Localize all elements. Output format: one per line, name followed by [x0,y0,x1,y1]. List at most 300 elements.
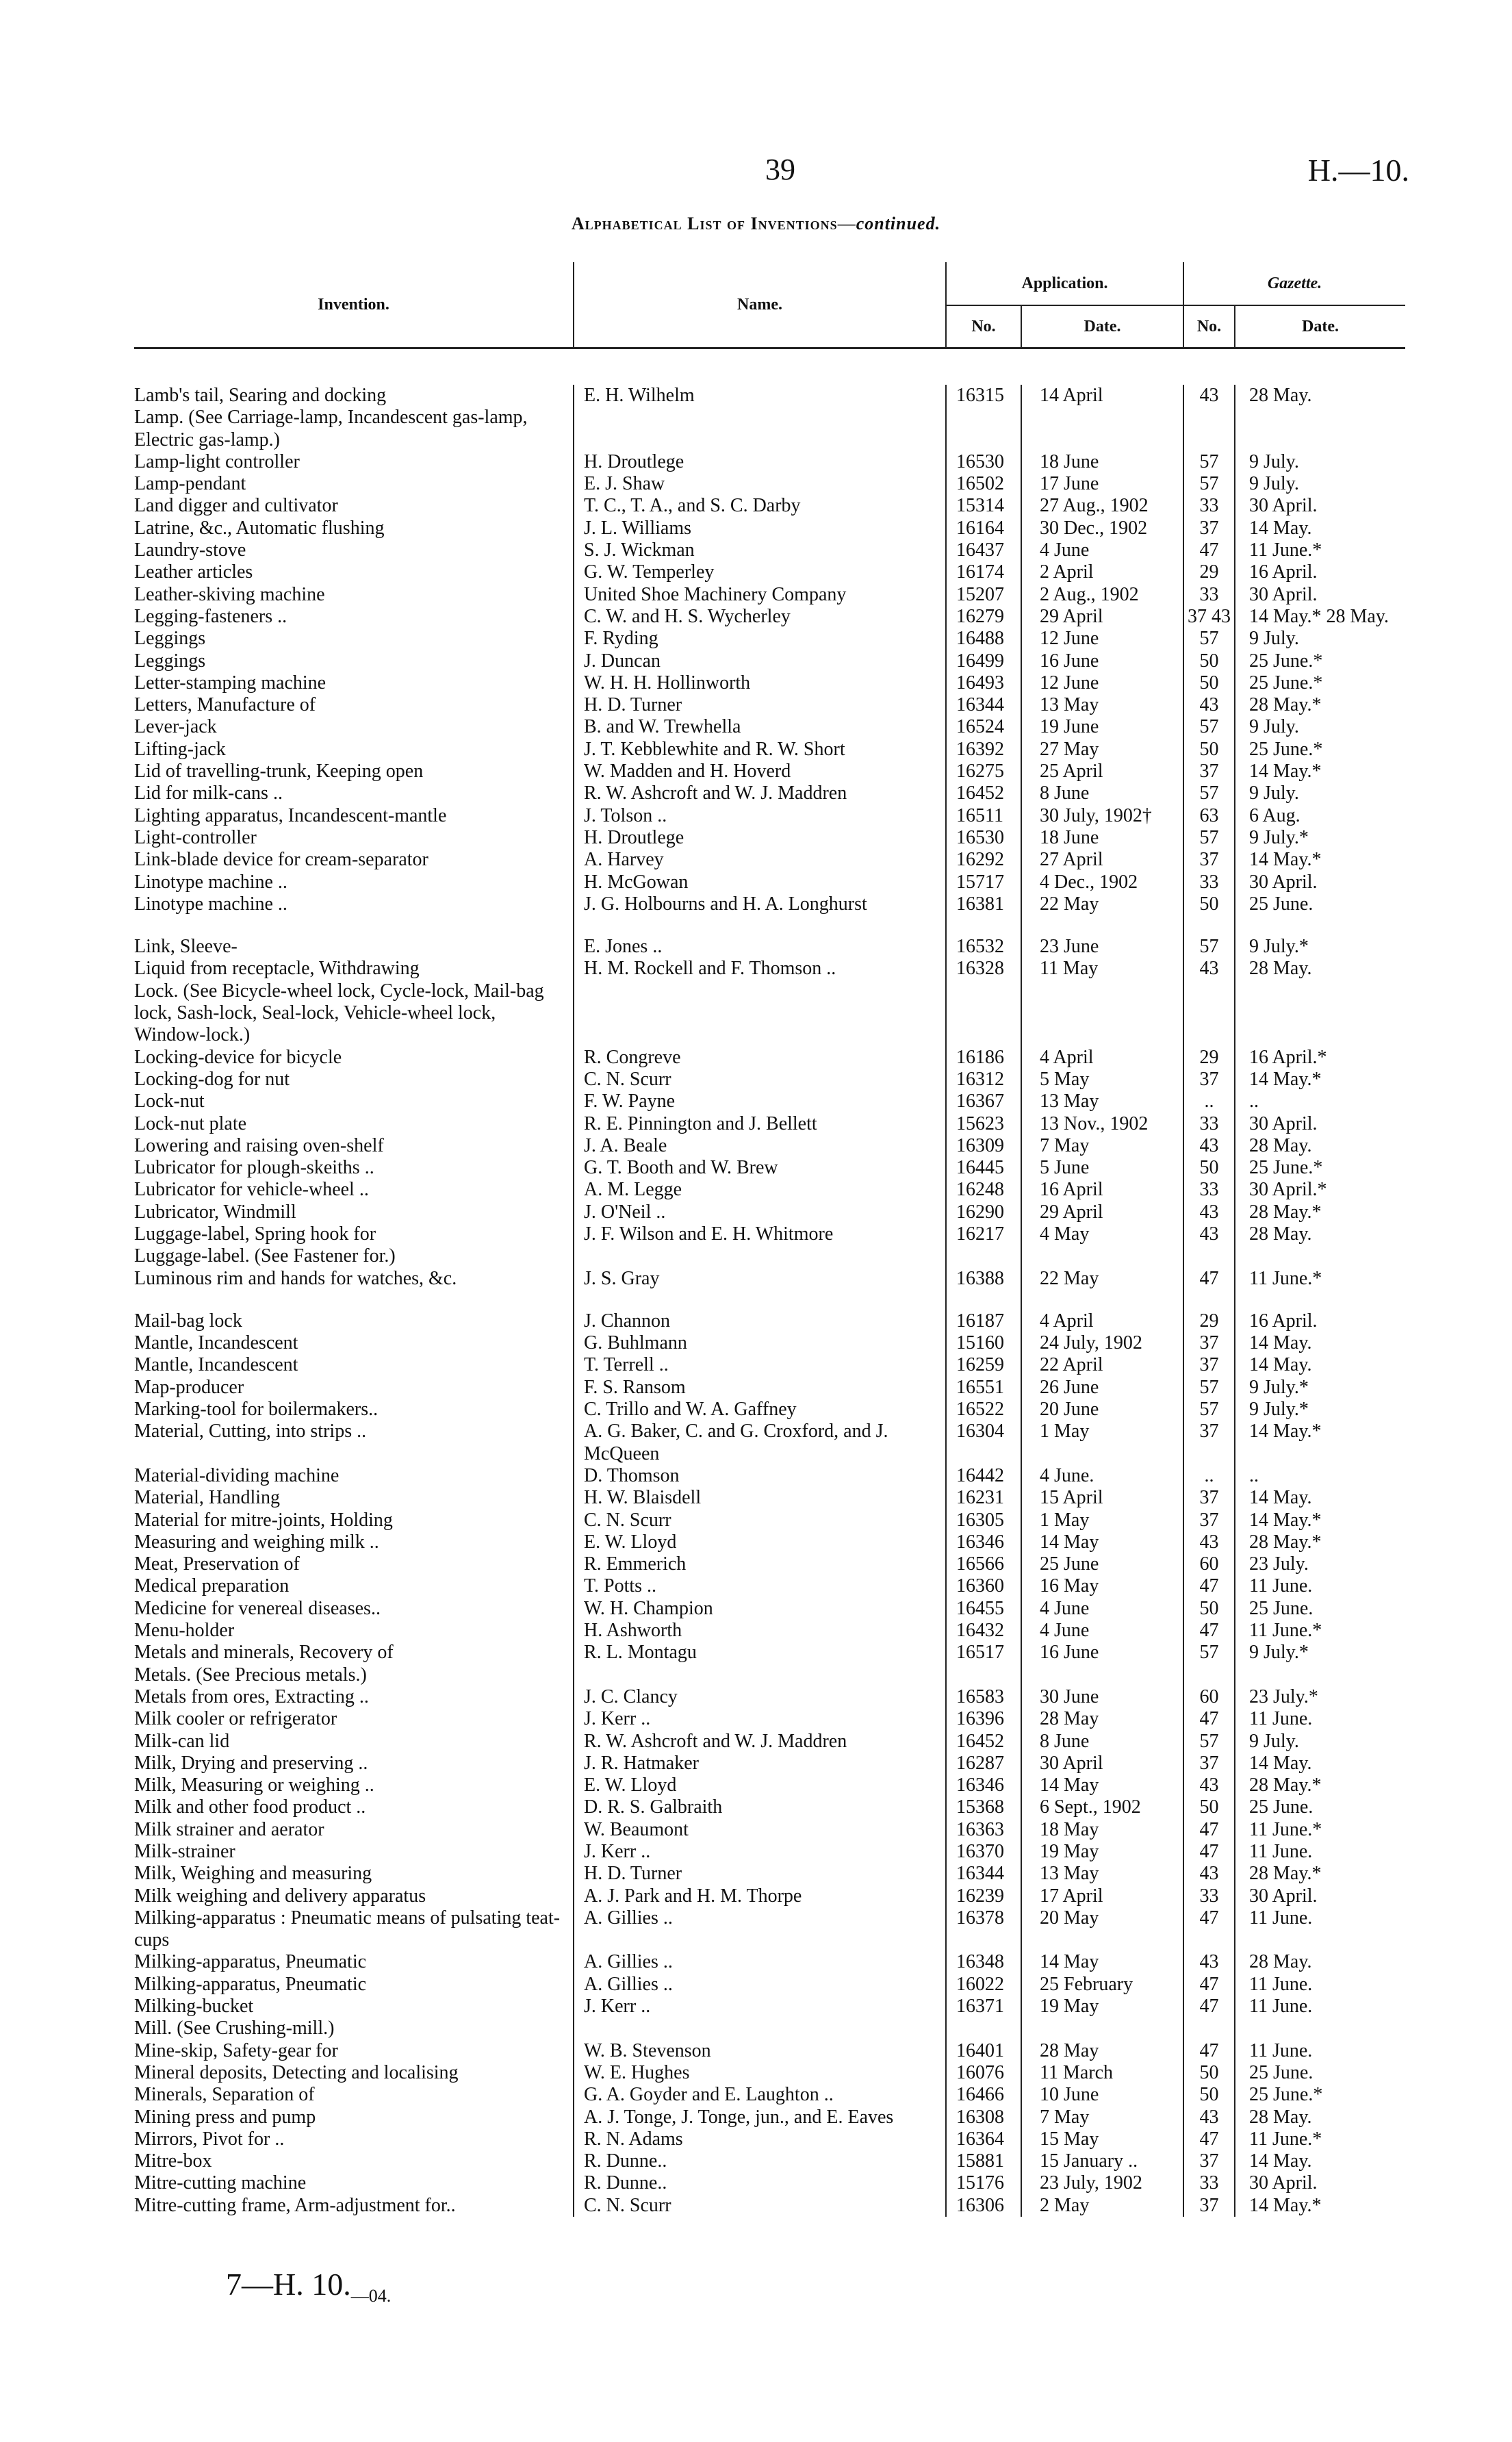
cell-no: 16452 [946,783,1021,804]
table-row [134,872,1405,893]
cell-date: 13 May [1021,1863,1183,1885]
cell-date [1021,980,1183,1047]
page-number: 39 [765,153,795,186]
cell-date: 12 June [1021,628,1183,650]
cell-name: J. F. Wilson and E. H. Whitmore [574,1223,946,1245]
cell-no: 16388 [946,1268,1021,1290]
cell-no: 16502 [946,473,1021,495]
cell-name: F. W. Payne [574,1091,946,1112]
cell-name: J. Tolson .. [574,805,946,827]
cell-inv: Milk and other food product .. [134,1796,366,1818]
cell-name [574,2018,946,2039]
cell-gdate: 28 May. [1235,1135,1405,1157]
cell-inv: Letters, Manufacture of [134,694,316,716]
cell-gno: 50 [1183,1598,1235,1620]
cell-date: 19 June [1021,716,1183,738]
cell-name: C. Trillo and W. A. Gaffney [574,1399,946,1421]
table-row [134,1047,1405,1069]
cell-gdate: 23 July.* [1235,1686,1405,1708]
cell-name: A. Gillies .. [574,1974,946,1996]
cell-inv: Medicine for venereal diseases.. [134,1597,381,1619]
cell-date: 4 April [1021,1310,1183,1332]
cell-gno: 50 [1183,1157,1235,1179]
table-row [134,1399,1405,1421]
cell-name: E. J. Shaw [574,473,946,495]
cell-date: 13 Nov., 1902 [1021,1113,1183,1135]
cell-no: 16466 [946,2084,1021,2106]
cell-gno: .. [1183,1091,1235,1112]
cell-date: 27 Aug., 1902 [1021,495,1183,517]
cell-gno: 33 [1183,872,1235,893]
cell-inv: Milk weighing and delivery apparatus [134,1885,426,1907]
cell-inv: Milk strainer and aerator [134,1818,324,1840]
table-row [134,1201,1405,1223]
cell-inv: Milk, Measuring or weighing .. [134,1775,374,1796]
cell-inv: Milk cooler or refrigerator [134,1708,337,1730]
cell-no: 16363 [946,1819,1021,1841]
cell-no: 16583 [946,1686,1021,1708]
cell-no: 15368 [946,1796,1021,1818]
cell-no: 16522 [946,1399,1021,1421]
table-row [134,1753,1405,1775]
table-row [134,518,1405,539]
cell-no: 16076 [946,2062,1021,2084]
table-row [134,1575,1405,1597]
cell-date [1021,2018,1183,2039]
cell-name: G. W. Temperley [574,561,946,583]
cell-date: 20 May [1021,1907,1183,1952]
cell-gdate: 30 April. [1235,495,1405,517]
cell-name: H. Droutlege [574,827,946,849]
cell-gdate: 9 July.* [1235,1399,1405,1421]
cell-gdate: 11 June. [1235,1996,1405,2018]
table-row [134,1708,1405,1730]
header-gazette-date: Date. [1235,305,1405,348]
cell-gdate: 28 May.* [1235,694,1405,716]
cell-inv: Land digger and cultivator [134,495,338,517]
cell-name: J. Kerr .. [574,1841,946,1863]
cell-gno: 50 [1183,2084,1235,2106]
cell-gdate: 14 May. [1235,1332,1405,1354]
cell-name: J. O'Neil .. [574,1201,946,1223]
cell-gdate: 9 July.* [1235,1642,1405,1664]
cell-date: 16 April [1021,1179,1183,1201]
table-row [134,1951,1405,1973]
cell-inv: Milking-apparatus, Pneumatic [134,1973,367,1995]
cell-inv: Lid for milk-cans .. [134,783,283,804]
cell-no: 16381 [946,893,1021,915]
table-row [134,1996,1405,2018]
cell-date: 27 April [1021,849,1183,871]
cell-no: 16442 [946,1465,1021,1487]
table-row [134,1113,1405,1135]
cell-no: 16217 [946,1223,1021,1245]
cell-gdate: 14 May.* [1235,2195,1405,2217]
cell-gno: 47 [1183,1268,1235,1290]
cell-date: 10 June [1021,2084,1183,2106]
table-row [134,1642,1405,1664]
cell-name: C. N. Scurr [574,1069,946,1091]
cell-gno: 50 [1183,2062,1235,2084]
cell-date: 30 Dec., 1902 [1021,518,1183,539]
cell-inv: Luggage-label. (See Fastener for.) [134,1245,396,1267]
table-row [134,2018,1405,2039]
cell-gdate: 25 June. [1235,1598,1405,1620]
cell-no: 16370 [946,1841,1021,1863]
cell-inv: Mitre-box [134,2150,212,2172]
cell-gno: 57 [1183,473,1235,495]
cell-gdate: 25 June.* [1235,672,1405,694]
cell-no: 16309 [946,1135,1021,1157]
cell-inv: Mirrors, Pivot for .. [134,2128,285,2150]
cell-gno: 37 [1183,1069,1235,1091]
cell-gdate: 14 May.* 28 May. [1235,606,1405,628]
cell-name: H. D. Turner [574,1863,946,1885]
cell-gno: 47 [1183,1620,1235,1642]
cell-gdate: 11 June. [1235,1974,1405,1996]
cell-gdate: 9 July. [1235,473,1405,495]
cell-name: E. W. Lloyd [574,1531,946,1553]
cell-name: E. W. Lloyd [574,1775,946,1796]
cell-date: 24 July, 1902 [1021,1332,1183,1354]
cell-gdate: 11 June.* [1235,539,1405,561]
cell-gdate: 11 June.* [1235,1819,1405,1841]
cell-name: T. Potts .. [574,1575,946,1597]
cell-no: 15623 [946,1113,1021,1135]
cell-name: J. C. Clancy [574,1686,946,1708]
cell-gno: 47 [1183,1974,1235,1996]
cell-gno [1183,1664,1235,1686]
table-row [134,1553,1405,1575]
cell-gdate: 28 May. [1235,958,1405,980]
cell-date: 5 May [1021,1069,1183,1091]
cell-gdate: 25 June. [1235,893,1405,915]
cell-inv: Light-controller [134,826,257,848]
cell-gno: 37 [1183,2150,1235,2172]
cell-inv: Lock-nut plate [134,1112,247,1134]
table-row [134,761,1405,783]
cell-inv: Measuring and weighing milk .. [134,1531,379,1553]
table-row [134,739,1405,761]
table-row [134,1510,1405,1531]
cell-gno: 47 [1183,1996,1235,2018]
cell-gno: 37 [1183,1332,1235,1354]
table-row [134,1135,1405,1157]
cell-no: 16022 [946,1974,1021,1996]
cell-gno: 57 [1183,1399,1235,1421]
table-row [134,451,1405,473]
table-row [134,1332,1405,1354]
cell-inv: Lamp-pendant [134,473,246,495]
table-row [134,407,1405,451]
footer-sub: —04. [350,2286,392,2306]
cell-name: J. T. Kebblewhite and R. W. Short [574,739,946,761]
cell-inv: Milk, Drying and preserving .. [134,1752,368,1774]
cell-no: 16499 [946,650,1021,672]
cell-gno: 29 [1183,561,1235,583]
cell-gdate [1235,2018,1405,2039]
cell-gno: 47 [1183,1841,1235,1863]
header-invention: Invention. [318,295,389,314]
cell-date: 14 April [1021,385,1183,407]
table-row [134,1069,1405,1091]
cell-date: 27 May [1021,739,1183,761]
header-app-date: Date. [1021,305,1183,348]
cell-gno: 29 [1183,1310,1235,1332]
cell-gdate: 11 June. [1235,1708,1405,1730]
cell-gno [1183,980,1235,1047]
cell-no: 16344 [946,694,1021,716]
cell-name: C. W. and H. S. Wycherley [574,606,946,628]
table-row [134,2128,1405,2150]
cell-no: 16378 [946,1907,1021,1952]
cell-date: 6 Sept., 1902 [1021,1796,1183,1818]
table-row [134,1223,1405,1245]
cell-gdate: 9 July.* [1235,1377,1405,1399]
cell-gno: 43 [1183,1863,1235,1885]
table-row [134,1907,1405,1952]
cell-gdate: 23 July. [1235,1553,1405,1575]
cell-name: A. J. Tonge, J. Tonge, jun., and E. Eaves [574,2107,946,2128]
cell-gdate: 9 July. [1235,628,1405,650]
section-gap [134,1290,1405,1310]
cell-gdate: 9 July.* [1235,936,1405,958]
cell-inv: Mail-bag lock [134,1310,242,1332]
cell-name: R. N. Adams [574,2128,946,2150]
cell-inv: Linotype machine .. [134,893,287,915]
cell-name: R. W. Ashcroft and W. J. Maddren [574,783,946,804]
cell-gdate: 28 May.* [1235,1201,1405,1223]
cell-inv: Laundry-stove [134,539,246,561]
cell-inv: Lid of travelling-trunk, Keeping open [134,761,424,783]
cell-date: 14 May [1021,1951,1183,1973]
cell-date: 15 April [1021,1487,1183,1509]
cell-name: J. G. Holbourns and H. A. Longhurst [574,893,946,915]
cell-gdate: 14 May. [1235,1354,1405,1376]
cell-gno: 33 [1183,1113,1235,1135]
cell-inv: Lamp-light controller [134,450,300,472]
cell-gno: .. [1183,1465,1235,1487]
table-row [134,1377,1405,1399]
cell-name: A. J. Park and H. M. Thorpe [574,1885,946,1907]
table-row [134,1354,1405,1376]
cell-gno: 47 [1183,1575,1235,1597]
cell-name [574,1245,946,1267]
cell-no: 16364 [946,2128,1021,2150]
cell-no: 16396 [946,1708,1021,1730]
cell-gdate: 11 June. [1235,2040,1405,2062]
cell-no: 15207 [946,584,1021,606]
cell-name: G. T. Booth and W. Brew [574,1157,946,1179]
header-name: Name. [574,262,946,348]
cell-gdate: 9 July. [1235,783,1405,804]
cell-gdate: 28 May.* [1235,1863,1405,1885]
cell-name: G. A. Goyder and E. Laughton .. [574,2084,946,2106]
cell-inv: Milk-strainer [134,1841,235,1862]
cell-gno: 47 [1183,2128,1235,2150]
table-row [134,584,1405,606]
table-row [134,1796,1405,1818]
cell-date: 1 May [1021,1510,1183,1531]
cell-gno: 33 [1183,1179,1235,1201]
cell-date [1021,1664,1183,1686]
cell-inv: Link-blade device for cream-separator [134,849,428,871]
cell-no: 16371 [946,1996,1021,2018]
cell-date: 4 June. [1021,1465,1183,1487]
cell-no: 16445 [946,1157,1021,1179]
cell-name: D. R. S. Galbraith [574,1796,946,1818]
cell-date: 17 April [1021,1885,1183,1907]
inventions-table [134,385,1405,2217]
table-row [134,2150,1405,2172]
cell-date: 13 May [1021,1091,1183,1112]
cell-gno: 50 [1183,650,1235,672]
cell-date: 29 April [1021,606,1183,628]
cell-inv: Milk, Weighing and measuring [134,1863,372,1885]
cell-gdate: 25 June.* [1235,2084,1405,2106]
cell-inv: Lever-jack [134,716,217,738]
cell-inv: Lifting-jack [134,738,226,760]
cell-name [574,980,946,1047]
cell-gdate: 28 May.* [1235,1775,1405,1796]
cell-date: 4 June [1021,1598,1183,1620]
cell-no: 16292 [946,849,1021,871]
footer-main: 7—H. 10. [226,2267,351,2302]
cell-no: 16360 [946,1575,1021,1597]
cell-date: 4 June [1021,1620,1183,1642]
table-row [134,893,1405,915]
cell-no: 16367 [946,1091,1021,1112]
cell-name: J. Channon [574,1310,946,1332]
cell-gno: 47 [1183,1708,1235,1730]
cell-name: United Shoe Machinery Company [574,584,946,606]
cell-gdate: 16 April. [1235,561,1405,583]
cell-date: 14 May [1021,1531,1183,1553]
cell-date: 29 April [1021,1201,1183,1223]
table-row [134,827,1405,849]
cell-inv: Mine-skip, Safety-gear for [134,2039,338,2061]
cell-name: T. C., T. A., and S. C. Darby [574,495,946,517]
cell-date: 8 June [1021,783,1183,804]
cell-no [946,2018,1021,2039]
cell-name: W. E. Hughes [574,2062,946,2084]
cell-no: 16392 [946,739,1021,761]
cell-date: 25 June [1021,1553,1183,1575]
cell-gdate: 30 April. [1235,872,1405,893]
table-row [134,1487,1405,1509]
cell-date: 18 June [1021,827,1183,849]
header-application: Application. [946,262,1183,305]
cell-name: W. B. Stevenson [574,2040,946,2062]
cell-date: 18 June [1021,451,1183,473]
table-row [134,694,1405,716]
cell-gno: 37 [1183,761,1235,783]
cell-no: 16279 [946,606,1021,628]
cell-inv: Metals. (See Precious metals.) [134,1664,367,1686]
cell-date: 16 June [1021,650,1183,672]
cell-gdate: 14 May. [1235,1753,1405,1775]
table-row [134,980,1405,1047]
cell-gno: 60 [1183,1686,1235,1708]
cell-date: 2 May [1021,2195,1183,2217]
table-row [134,539,1405,561]
cell-name [574,407,946,451]
cell-gdate: 14 May.* [1235,1510,1405,1531]
cell-gno: 33 [1183,495,1235,517]
cell-name: S. J. Wickman [574,539,946,561]
cell-date: 18 May [1021,1819,1183,1841]
cell-no: 16186 [946,1047,1021,1069]
cell-inv: Lock-nut [134,1091,205,1112]
cell-date: 7 May [1021,1135,1183,1157]
column-headers [134,262,1405,349]
cell-gdate: 9 July. [1235,451,1405,473]
cell-date: 5 June [1021,1157,1183,1179]
table-row [134,783,1405,804]
table-row [134,1731,1405,1753]
table-row [134,473,1405,495]
cell-no: 15176 [946,2172,1021,2194]
cell-date: 28 May [1021,2040,1183,2062]
cell-inv: Lubricator for vehicle-wheel .. [134,1179,369,1201]
cell-name: R. Emmerich [574,1553,946,1575]
cell-gdate: 9 July. [1235,716,1405,738]
cell-gno: 57 [1183,628,1235,650]
cell-date: 12 June [1021,672,1183,694]
cell-inv: Metals and minerals, Recovery of [134,1642,394,1664]
cell-no: 16524 [946,716,1021,738]
cell-name: J. Kerr .. [574,1996,946,2018]
table-row [134,650,1405,672]
cell-gno: 47 [1183,2040,1235,2062]
cell-gno [1183,1245,1235,1267]
cell-gno: 33 [1183,584,1235,606]
cell-gdate: 30 April. [1235,1885,1405,1907]
cell-name: R. Dunne.. [574,2172,946,2194]
cell-inv: Liquid from receptacle, Withdrawing [134,958,420,980]
cell-date: 16 May [1021,1575,1183,1597]
cell-inv: Mill. (See Crushing-mill.) [134,2018,335,2039]
cell-date: 17 June [1021,473,1183,495]
cell-gno: 37 [1183,518,1235,539]
cell-inv: Mineral deposits, Detecting and localising [134,2061,459,2083]
page-heading: Alphabetical List of Inventions—continued. [571,214,941,233]
cell-gdate: 9 July.* [1235,827,1405,849]
cell-no: 16187 [946,1310,1021,1332]
cell-date: 23 July, 1902 [1021,2172,1183,2194]
heading-continued: continued. [856,214,941,233]
cell-no [946,1245,1021,1267]
cell-gno: 37 [1183,849,1235,871]
cell-no: 16348 [946,1951,1021,1973]
cell-no: 15881 [946,2150,1021,2172]
cell-inv: Material, Handling [134,1487,281,1509]
cell-gno: 43 [1183,1135,1235,1157]
cell-name: H. D. Turner [574,694,946,716]
cell-date: 30 July, 1902† [1021,805,1183,827]
cell-gdate [1235,1245,1405,1267]
table-row [134,1841,1405,1863]
cell-date: 15 January .. [1021,2150,1183,2172]
cell-gdate: 30 April. [1235,1113,1405,1135]
cell-name: G. Buhlmann [574,1332,946,1354]
cell-name: J. S. Gray [574,1268,946,1290]
cell-no [946,1664,1021,1686]
header-app-no: No. [946,305,1021,348]
table-row [134,2084,1405,2106]
cell-name: R. E. Pinnington and J. Bellett [574,1113,946,1135]
cell-name: A. Gillies .. [574,1907,946,1952]
